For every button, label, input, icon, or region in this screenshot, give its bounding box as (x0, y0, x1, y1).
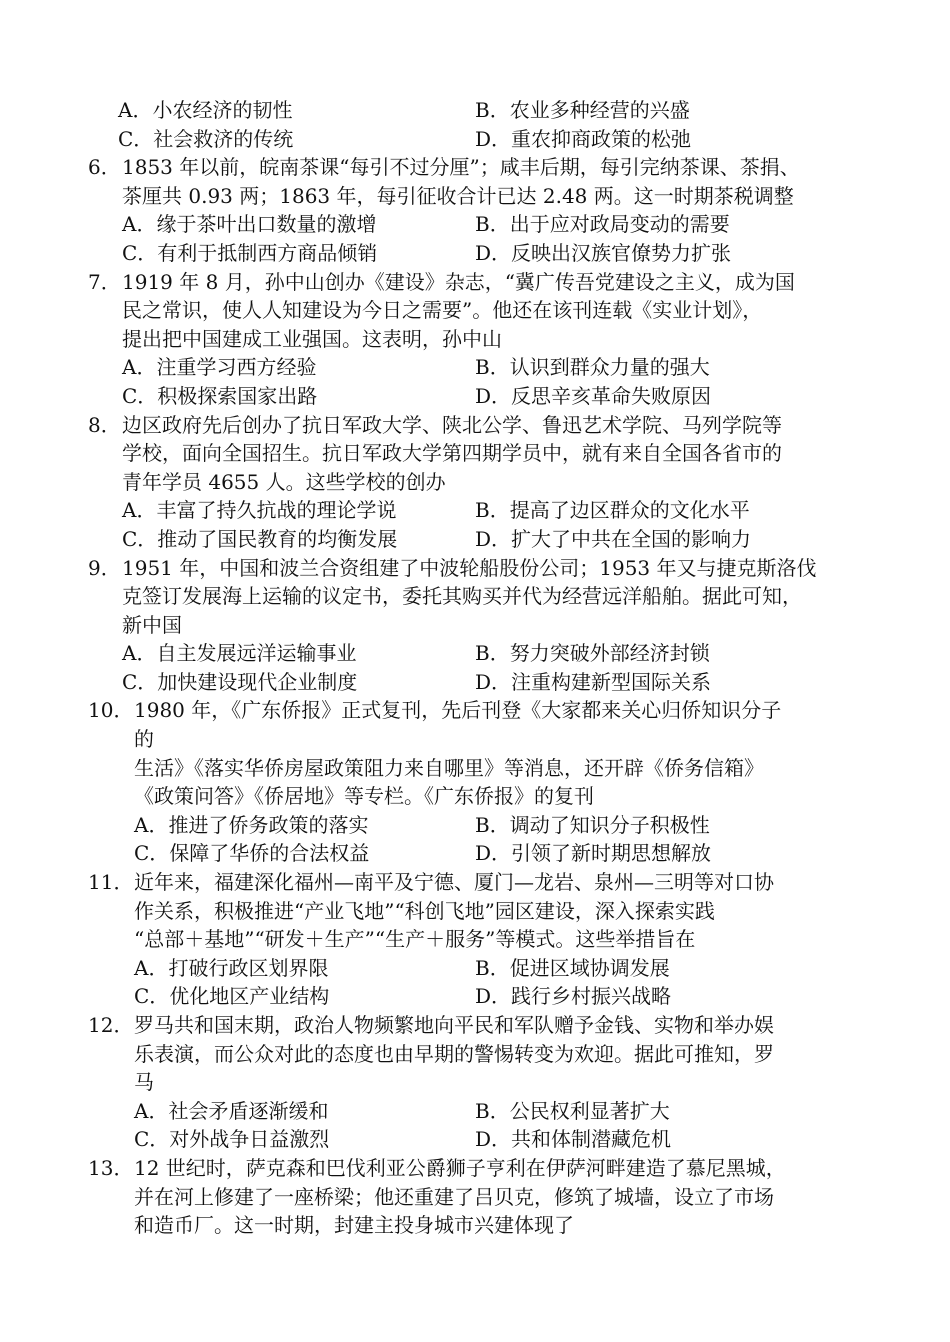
question-stem (88, 868, 888, 954)
option-c: C．对外战争日益激烈 (134, 1127, 330, 1152)
stem-line: 12 世纪时，萨克森和巴伐利亚公爵狮子亨利在伊萨河畔建造了慕尼黑城， (134, 1155, 786, 1180)
answer-options (88, 1097, 888, 1154)
option-a: A．社会矛盾逐渐缓和 (134, 1098, 329, 1123)
option-row (134, 982, 888, 1011)
option-a: A．自主发展远洋运输事业 (122, 641, 357, 666)
question-stem (88, 554, 888, 640)
option-row (122, 668, 888, 697)
option-a: A．打破行政区划界限 (134, 955, 329, 980)
question-number: 6． (88, 155, 121, 180)
stem-line: 民之常识，使人人知建设为今日之需要”。他还在该刊连载《实业计划》， (122, 298, 763, 323)
option-d: D．共和体制潜藏危机 (475, 1127, 672, 1152)
stem-line: 罗马共和国末期，政治人物频繁地向平民和军队赠予金钱、实物和举办娱 (134, 1013, 774, 1037)
stem-line: 1919 年 8 月，孙中山创办《建设》杂志，“冀广传吾党建设之主义，成为国 (122, 269, 795, 294)
question-content (88, 96, 888, 1240)
stem-line: 乐表演，而公众对此的态度也由早期的警惕转变为欢迎。据此可推知，罗 (134, 1041, 774, 1066)
option-row (122, 496, 888, 525)
option-row (122, 210, 888, 239)
answer-options (88, 353, 888, 410)
option-c: C．保障了华侨的合法权益 (134, 841, 370, 866)
option-a: A．缘于茶叶出口数量的激增 (122, 212, 377, 237)
option-d: D．引领了新时期思想解放 (475, 841, 712, 866)
option-row (118, 96, 888, 125)
option-a: A．丰富了持久抗战的理论学说 (122, 498, 397, 523)
stem-line: 马 (134, 1070, 154, 1095)
question-number: 11． (88, 870, 134, 895)
option-row (122, 382, 888, 411)
stem-line: 《政策问答》《侨居地》等专栏。《广东侨报》的复刊 (134, 784, 594, 809)
option-row (134, 811, 888, 840)
question-stem (88, 411, 888, 497)
option-row (118, 125, 888, 154)
question-list (88, 153, 888, 1240)
option-row (134, 1125, 888, 1154)
question-number: 8． (88, 412, 121, 437)
option-d: D．反思辛亥革命失败原因 (475, 383, 712, 408)
q5-options (88, 96, 888, 153)
option-b: B．提高了边区群众的文化水平 (475, 498, 750, 523)
option-a: A．注重学习西方经验 (122, 355, 317, 380)
option-b: B．促进区域协调发展 (475, 955, 670, 980)
q5-option-a: A．小农经济的韧性 (118, 98, 293, 122)
option-d: D．扩大了中共在全国的影响力 (475, 526, 752, 551)
question-number: 7． (88, 269, 121, 294)
question-9 (88, 554, 888, 697)
option-row (122, 639, 888, 668)
stem-line: 新中国 (122, 612, 182, 637)
question-number: 10． (88, 698, 134, 723)
question-7 (88, 268, 888, 411)
option-b: B．公民权利显著扩大 (475, 1098, 670, 1123)
option-b: B．出于应对政局变动的需要 (475, 212, 730, 237)
question-11 (88, 868, 888, 1011)
question-number: 9． (88, 555, 121, 580)
stem-line: 作关系，积极推进“产业飞地”“科创飞地”园区建设，深入探索实践 (134, 898, 715, 923)
option-row (134, 839, 888, 868)
answer-options (88, 496, 888, 553)
option-c: C．优化地区产业结构 (134, 984, 330, 1009)
option-c: C．有利于抵制西方商品倾销 (122, 240, 378, 265)
question-number: 13． (88, 1155, 134, 1180)
option-row (122, 525, 888, 554)
option-row (134, 954, 888, 983)
question-13 (88, 1154, 888, 1240)
stem-line: 1951 年，中国和波兰合资组建了中波轮船股份公司；1953 年又与捷克斯洛伐 (122, 555, 817, 580)
question-stem (88, 1011, 888, 1097)
answer-options (88, 210, 888, 267)
stem-line: 1980 年，《广东侨报》正式复刊，先后刊登《大家都来关心归侨知识分子 (134, 698, 782, 723)
stem-line: 的 (134, 727, 154, 752)
option-d: D．践行乡村振兴战略 (475, 984, 672, 1009)
question-stem (88, 268, 888, 354)
question-8 (88, 411, 888, 554)
option-row (122, 353, 888, 382)
option-b: B．努力突破外部经济封锁 (475, 641, 710, 666)
question-12 (88, 1011, 888, 1154)
option-d: D．反映出汉族官僚势力扩张 (475, 240, 732, 265)
option-a: A．推进了侨务政策的落实 (134, 812, 369, 837)
stem-line: 并在河上修建了一座桥梁；他还重建了吕贝克，修筑了城墙，设立了市场 (134, 1184, 774, 1209)
stem-line: 生活》《落实华侨房屋政策阻力来自哪里》等消息，还开辟《侨务信箱》 (134, 755, 764, 780)
stem-line: 近年来，福建深化福州—南平及宁德、厦门—龙岩、泉州—三明等对口协 (134, 870, 774, 895)
option-c: C．积极探索国家出路 (122, 383, 318, 408)
stem-line: 1853 年以前，皖南茶课“每引不过分厘”；咸丰后期，每引完纳茶课、茶捐、 (122, 155, 800, 180)
q5-option-b: B．农业多种经营的兴盛 (475, 98, 690, 122)
option-row (122, 239, 888, 268)
question-10 (88, 696, 888, 868)
answer-options (88, 954, 888, 1011)
option-d: D．注重构建新型国际关系 (475, 669, 712, 694)
stem-line: 和造币厂。这一时期，封建主投身城市兴建体现了 (134, 1213, 574, 1238)
stem-line: 学校，面向全国招生。抗日军政大学第四期学员中，就有来自全国各省市的 (122, 441, 782, 466)
stem-line: 克签订发展海上运输的议定书，委托其购买并代为经营远洋船舶。据此可知， (122, 584, 802, 609)
option-c: C．加快建设现代企业制度 (122, 669, 358, 694)
question-number: 12． (88, 1013, 134, 1037)
q5-option-c: C．社会救济的传统 (118, 126, 294, 151)
option-b: B．认识到群众力量的强大 (475, 355, 710, 380)
q5-option-d: D．重农抑商政策的松弛 (475, 126, 692, 151)
question-stem (88, 153, 888, 210)
option-b: B．调动了知识分子积极性 (475, 812, 710, 837)
stem-line: 青年学员 4655 人。这些学校的创办 (122, 469, 446, 494)
stem-line: 提出把中国建成工业强国。这表明，孙中山 (122, 326, 502, 351)
question-6 (88, 153, 888, 267)
stem-line: 边区政府先后创办了抗日军政大学、陕北公学、鲁迅艺术学院、马列学院等 (122, 412, 782, 437)
answer-options (88, 811, 888, 868)
stem-line: 茶厘共 0.93 两；1863 年，每引征收合计已达 2.48 两。这一时期茶税调整 (122, 183, 794, 208)
stem-line: “总部＋基地”“研发＋生产”“生产＋服务”等模式。这些举措旨在 (134, 927, 696, 952)
question-stem (88, 696, 888, 810)
question-stem (88, 1154, 888, 1240)
option-c: C．推动了国民教育的均衡发展 (122, 526, 398, 551)
option-row (134, 1097, 888, 1126)
answer-options (88, 639, 888, 696)
